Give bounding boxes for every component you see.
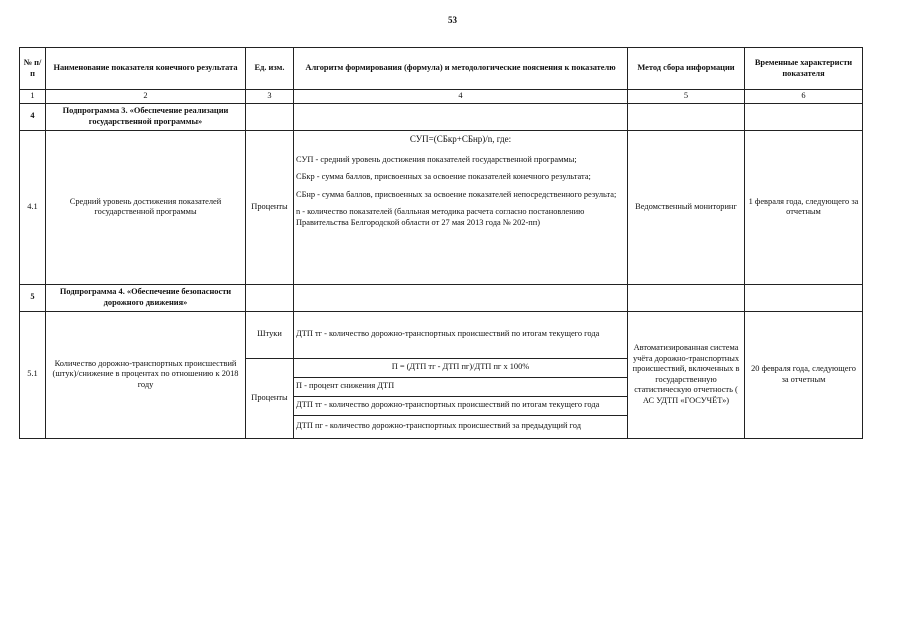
- header-method: Метод сбора информации: [628, 48, 745, 90]
- col-number: 6: [745, 90, 863, 104]
- header-time: Временные характеристи показателя: [745, 48, 863, 90]
- time-characteristic: 1 февраля года, следующего за отчетным: [745, 130, 863, 284]
- col-number: 2: [46, 90, 246, 104]
- col-number: 1: [20, 90, 46, 104]
- formula: П = (ДТП тг - ДТП пг)/ДТП пг х 100%: [294, 358, 628, 377]
- indicator-table: [19, 47, 863, 439]
- row-number: 5: [20, 284, 46, 311]
- col-number: 4: [294, 90, 628, 104]
- indicator-row-5-1: [20, 311, 863, 358]
- header-name: Наименование показателя конечного результата: [46, 48, 246, 90]
- unit: Штуки: [246, 311, 294, 358]
- subprogram-title: Подпрограмма 3. «Обеспечение реализации государственной программы»: [46, 103, 246, 130]
- subprogram-4-row: [20, 284, 863, 311]
- header-num: № п/п: [20, 48, 46, 90]
- row-number: 4.1: [20, 130, 46, 284]
- formula: СУП=(СБкр+СБнр)/n, где:: [409, 133, 512, 144]
- indicator-name: Количество дорожно-транспортных происшествий (штук)/снижение в процентах по отношению к 2018 году: [46, 311, 246, 438]
- indicator-name: Средний уровень достижения показателей государственной программы: [46, 130, 246, 284]
- algorithm-line: П - процент снижения ДТП: [294, 377, 628, 396]
- collection-method: Автоматизированная система учёта дорожно-транспортных происшествий, включенных в государственную статистическую отчетность ( АС УДТП «ГОСУЧЁТ»): [628, 311, 745, 438]
- time-characteristic: 20 февраля года, следующего за отчетным: [745, 311, 863, 438]
- row-number: 4: [20, 103, 46, 130]
- column-number-row: [20, 90, 863, 104]
- unit: Проценты: [246, 358, 294, 438]
- algorithm-line: СБкр - сумма баллов, присвоенных за освоение показателей конечного результата;: [296, 172, 591, 182]
- indicator-row-4-1: [20, 130, 863, 284]
- page-number: 53: [448, 15, 457, 25]
- algorithm-line: ДТП пг - количество дорожно-транспортных происшествий за предыдущий год: [294, 415, 628, 438]
- subprogram-3-row: [20, 103, 863, 130]
- algorithm-cell: [294, 130, 628, 284]
- collection-method: Ведомственный мониторинг: [628, 130, 745, 284]
- col-number: 3: [246, 90, 294, 104]
- header-unit: Ед. изм.: [246, 48, 294, 90]
- algorithm-line: ДТП тг - количество дорожно-транспортных происшествий по итогам текущего года: [294, 311, 628, 358]
- col-number: 5: [628, 90, 745, 104]
- algorithm-line: ДТП тг - количество дорожно-транспортных происшествий по итогам текущего года: [294, 396, 628, 415]
- subprogram-title: Подпрограмма 4. «Обеспечение безопасности дорожного движения»: [46, 284, 246, 311]
- unit: Проценты: [246, 130, 294, 284]
- algorithm-line: СУП - средний уровень достижения показателей государственной программы;: [296, 154, 577, 164]
- algorithm-line: n - количество показателей (балльная методика расчета согласно постановлению Правительства Белгородской области от 27 мая 2013 года № 202-пп): [296, 207, 585, 227]
- header-algorithm: Алгоритм формирования (формула) и методологические пояснения к показателю: [294, 48, 628, 90]
- table-header-row: [20, 48, 863, 90]
- algorithm-line: СБнр - сумма баллов, присвоенных за освоение показателей непосредственного результа;: [296, 189, 617, 199]
- row-number: 5.1: [20, 311, 46, 438]
